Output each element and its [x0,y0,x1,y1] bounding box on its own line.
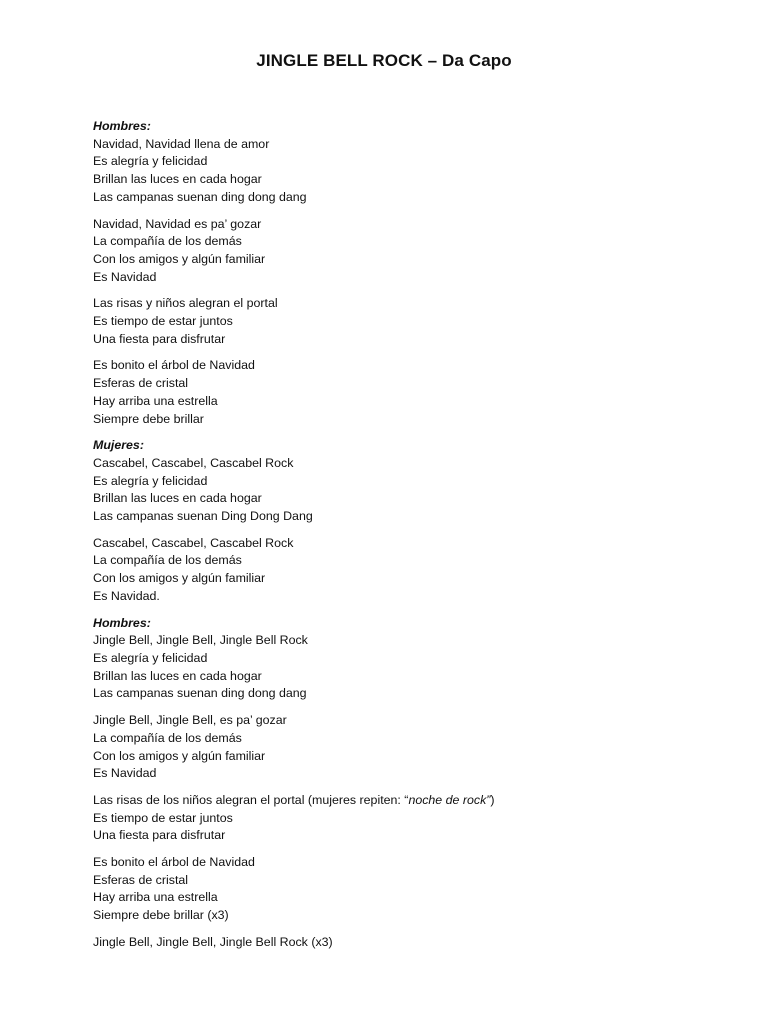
stanza [93,792,713,845]
lyric-line: Cascabel, Cascabel, Cascabel Rock [93,455,294,470]
lyric-line: Es bonito el árbol de Navidad [93,358,255,373]
lyric-line: Siempre debe brillar [93,411,204,426]
lyric-line: Es bonito el árbol de Navidad [93,855,255,870]
lyric-line: Navidad, Navidad llena de amor [93,136,270,151]
lyric-line: Las risas y niños alegran el portal [93,296,278,311]
stanza [93,712,713,783]
lyric-line: Es tiempo de estar juntos [93,314,233,329]
stanza [93,934,713,952]
lyric-line: Brillan las luces en cada hogar [93,172,262,187]
lyric-line-after: ) [490,792,495,807]
lyric-line: Cascabel, Cascabel, Cascabel Rock [93,535,294,550]
lyric-line: Es alegría y felicidad [93,154,208,169]
lyric-line: Las campanas suenan ding dong dang [93,189,307,204]
lyric-line: Es Navidad [93,766,157,781]
lyric-line: Con los amigos y algún familiar [93,748,266,763]
stanza [93,216,713,287]
lyric-line: Es alegría y felicidad [93,473,208,488]
lyric-line: Siempre debe brillar (x3) [93,908,229,923]
stanza [93,615,713,704]
lyric-line: La compañía de los demás [93,234,242,249]
stanza [93,535,713,606]
lyric-line: Una fiesta para disfrutar [93,331,226,346]
lyric-line: Con los amigos y algún familiar [93,251,266,266]
lyric-line: Es Navidad [93,269,157,284]
lyric-line: Brillan las luces en cada hogar [93,668,262,683]
lyric-line: Las campanas suenan Ding Dong Dang [93,509,313,524]
stanza [93,437,713,526]
lyric-line: Navidad, Navidad es pa’ gozar [93,216,262,231]
voice-label: Hombres: [93,119,151,133]
stanza [93,357,713,428]
lyric-line-with-note [93,792,713,810]
lyric-line: Es Navidad. [93,588,160,603]
lyric-line: Brillan las luces en cada hogar [93,491,262,506]
lyric-line: Las campanas suenan ding dong dang [93,686,307,701]
lyric-line: La compañía de los demás [93,553,242,568]
lyric-line: Hay arriba una estrella [93,393,218,408]
lyric-line: Esferas de cristal [93,376,189,391]
lyric-line: Hay arriba una estrella [93,890,218,905]
lyric-line: Es tiempo de estar juntos [93,810,233,825]
lyric-line: Con los amigos y algún familiar [93,571,266,586]
stanza [93,295,713,348]
lyric-line: Es alegría y felicidad [93,650,208,665]
lyric-line: Esferas de cristal [93,872,189,887]
stanza [93,118,713,207]
lyric-line: Jingle Bell, Jingle Bell, es pa’ gozar [93,713,287,728]
lyric-line: Jingle Bell, Jingle Bell, Jingle Bell Rock [93,633,308,648]
voice-label: Hombres: [93,615,151,630]
lyrics-body [93,118,713,961]
lyric-line: Una fiesta para disfrutar [93,828,226,843]
voice-label: Mujeres: [93,438,144,453]
lyric-line-before: Las risas de los niños alegran el portal (mujeres repiten: “ [93,792,409,807]
lyric-line: La compañía de los demás [93,730,242,745]
page-title: JINGLE BELL ROCK – Da Capo [256,51,512,70]
lyric-note-italic: noche de rock” [408,792,491,807]
lyric-line: Jingle Bell, Jingle Bell, Jingle Bell Rock (x3) [93,934,333,949]
stanza [93,854,713,925]
